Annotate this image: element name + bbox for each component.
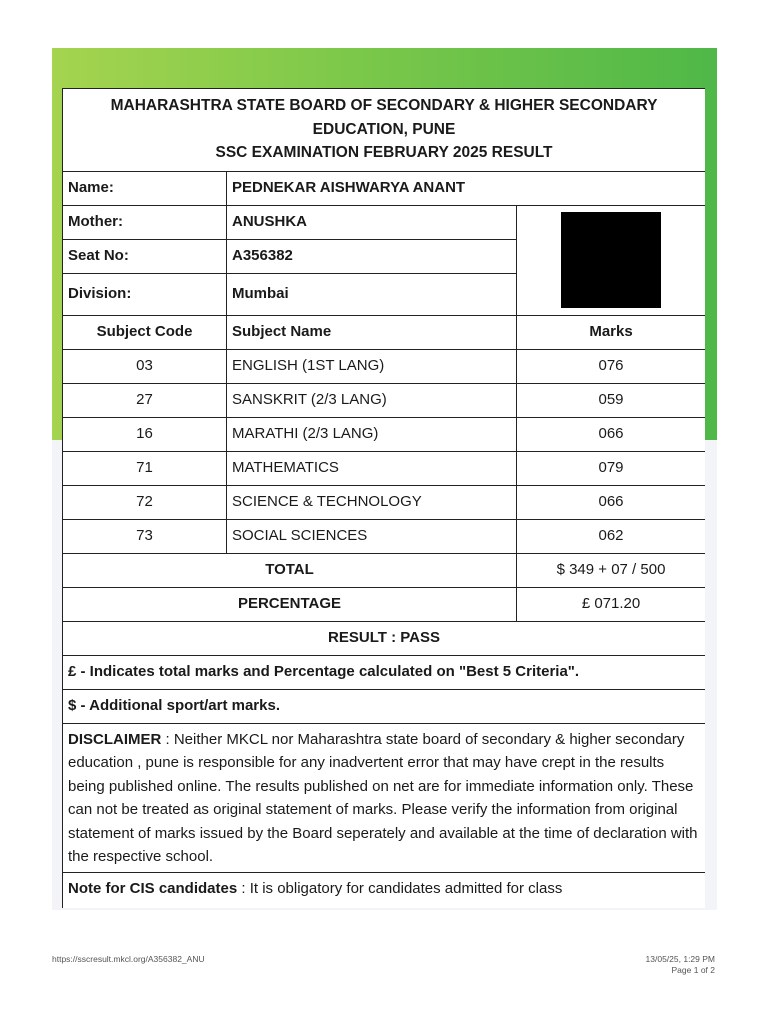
cis-note-row: [63, 872, 706, 908]
subject-code: 73: [63, 519, 227, 553]
mother-row: [63, 205, 706, 239]
subject-marks: 062: [517, 519, 706, 553]
division-value: Mumbai: [227, 273, 517, 315]
column-marks: Marks: [517, 315, 706, 349]
best5-note: £ - Indicates total marks and Percentage calculated on "Best 5 Criteria".: [63, 655, 706, 689]
percentage-row: [63, 587, 706, 621]
student-name: PEDNEKAR AISHWARYA ANANT: [227, 171, 706, 205]
exam-title: SSC EXAMINATION FEBRUARY 2025 RESULT: [215, 144, 553, 161]
result-sheet: [62, 88, 705, 908]
student-photo: [561, 212, 661, 308]
subject-code: 03: [63, 349, 227, 383]
footer-url: https://sscresult.mkcl.org/A356382_ANU: [52, 954, 205, 964]
column-subject-name: Subject Name: [227, 315, 517, 349]
subject-marks: 059: [517, 383, 706, 417]
table-row: [63, 383, 706, 417]
subject-code: 27: [63, 383, 227, 417]
footer-page-number: Page 1 of 2: [671, 965, 715, 975]
table-row: [63, 451, 706, 485]
disclaimer-row: [63, 723, 706, 872]
subjects-header-row: [63, 315, 706, 349]
column-subject-code: Subject Code: [63, 315, 227, 349]
cis-note: [63, 872, 706, 908]
subject-code: 72: [63, 485, 227, 519]
seat-label: Seat No:: [63, 239, 227, 273]
subject-marks: 066: [517, 485, 706, 519]
subject-name: SOCIAL SCIENCES: [227, 519, 517, 553]
result-table: [62, 88, 705, 908]
additional-marks-note-row: [63, 689, 706, 723]
subject-name: SANSKRIT (2/3 LANG): [227, 383, 517, 417]
total-label: TOTAL: [63, 553, 517, 587]
subject-marks: 066: [517, 417, 706, 451]
disclaimer-text: : Neither MKCL nor Maharashtra state board of secondary & higher secondary education , pune is responsible for any inadvertent error that may have crept in the results being published online. The results published on net are for immediate information only. These can not be treated as original statement of marks. Please verify the information from original statement of marks issued by the Board seperately and available at the time of declaration with the respective school.: [68, 730, 698, 865]
subject-name: MATHEMATICS: [227, 451, 517, 485]
subject-code: 16: [63, 417, 227, 451]
percentage-value: £ 071.20: [517, 587, 706, 621]
board-title: MAHARASHTRA STATE BOARD OF SECONDARY & HIGHER SECONDARY EDUCATION, PUNE: [110, 97, 658, 138]
table-row: [63, 417, 706, 451]
subject-marks: 079: [517, 451, 706, 485]
footer-meta: [646, 954, 715, 976]
table-row: [63, 485, 706, 519]
division-label: Division:: [63, 273, 227, 315]
subject-name: SCIENCE & TECHNOLOGY: [227, 485, 517, 519]
name-row: [63, 171, 706, 205]
subject-marks: 076: [517, 349, 706, 383]
mother-label: Mother:: [63, 205, 227, 239]
table-row: [63, 349, 706, 383]
total-value: $ 349 + 07 / 500: [517, 553, 706, 587]
percentage-label: PERCENTAGE: [63, 587, 517, 621]
name-label: Name:: [63, 171, 227, 205]
subject-code: 71: [63, 451, 227, 485]
additional-marks-note: $ - Additional sport/art marks.: [63, 689, 706, 723]
disclaimer: [63, 723, 706, 872]
result-row: [63, 621, 706, 655]
best5-note-row: [63, 655, 706, 689]
cis-note-text: : It is obligatory for candidates admitted for class: [237, 879, 563, 897]
total-row: [63, 553, 706, 587]
subject-name: MARATHI (2/3 LANG): [227, 417, 517, 451]
mother-name: ANUSHKA: [227, 205, 517, 239]
disclaimer-label: DISCLAIMER: [68, 730, 162, 748]
photo-cell: [517, 205, 706, 315]
footer-datetime: 13/05/25, 1:29 PM: [645, 954, 715, 964]
table-row: [63, 519, 706, 553]
cis-note-label: Note for CIS candidates: [68, 879, 238, 897]
subject-name: ENGLISH (1ST LANG): [227, 349, 517, 383]
board-header: [63, 89, 706, 172]
result-status: RESULT : PASS: [63, 621, 706, 655]
seat-number: A356382: [227, 239, 517, 273]
